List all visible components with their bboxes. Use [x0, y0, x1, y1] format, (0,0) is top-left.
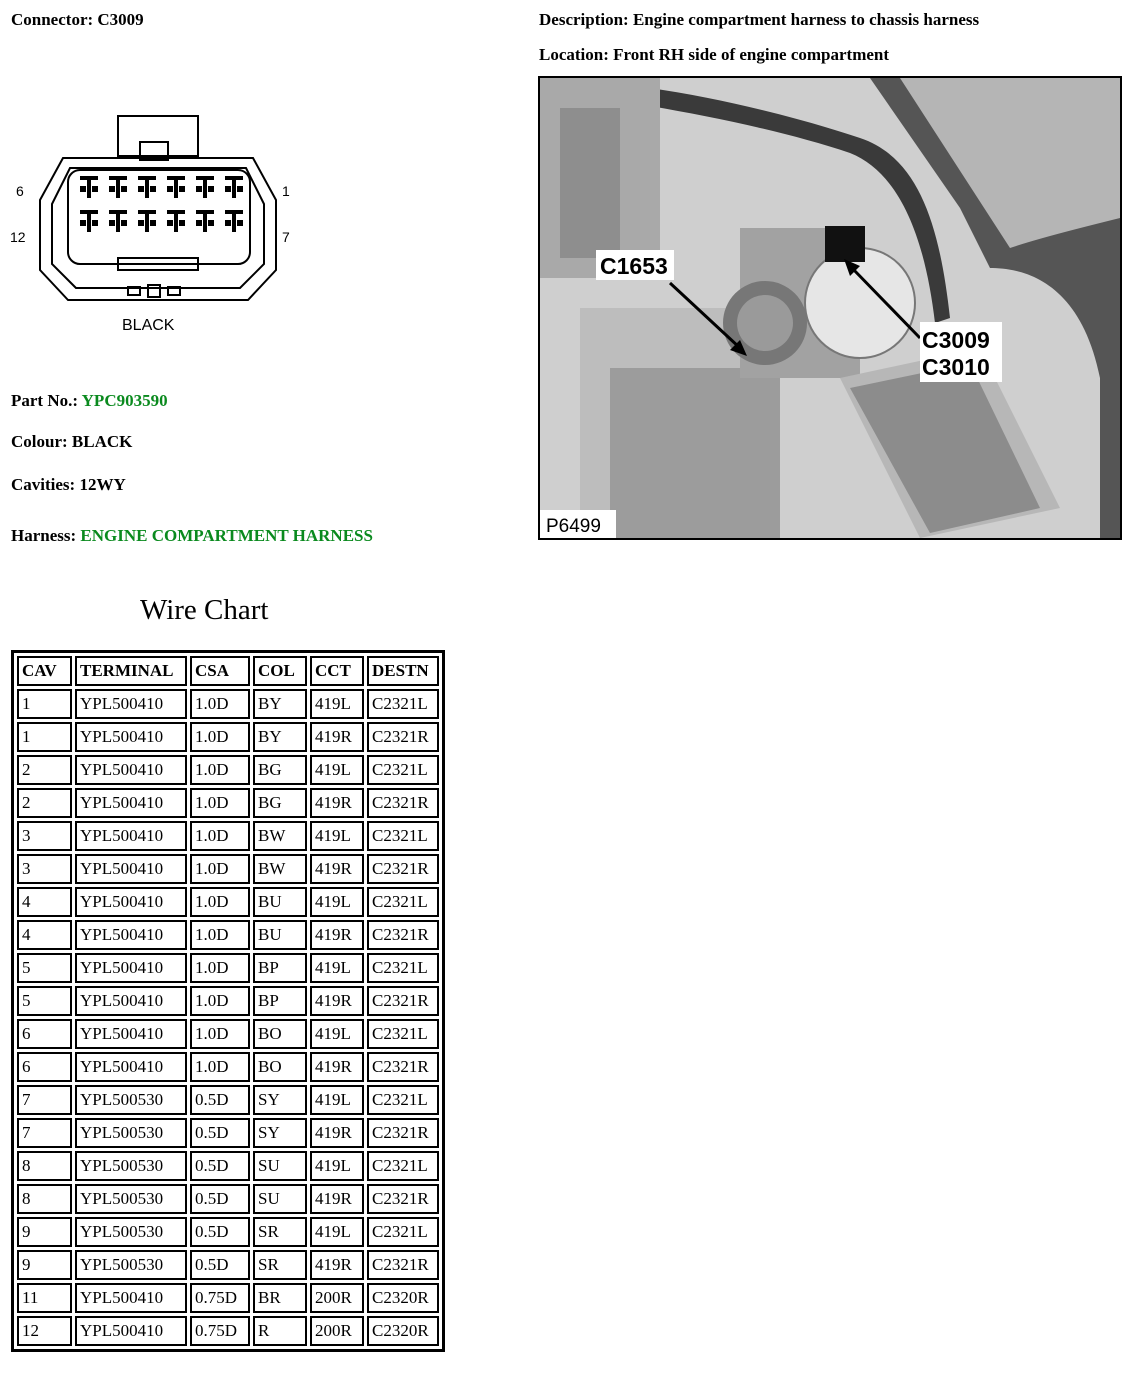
cell-col: BP: [253, 953, 307, 983]
wire-chart-header-row: [17, 656, 439, 686]
cell-terminal: YPL500410: [75, 920, 187, 950]
cell-col: SY: [253, 1085, 307, 1115]
cell-cav: 9: [17, 1250, 72, 1280]
cell-col: SU: [253, 1184, 307, 1214]
cell-csa: 0.75D: [190, 1283, 250, 1313]
connector-face-diagram: [8, 110, 308, 342]
cell-csa: 1.0D: [190, 755, 250, 785]
cell-col: SY: [253, 1118, 307, 1148]
cell-destn: C2321R: [367, 986, 439, 1016]
table-row: [17, 1250, 439, 1280]
cell-terminal: YPL500410: [75, 1316, 187, 1346]
cell-cct: 419R: [310, 986, 364, 1016]
table-row: [17, 1283, 439, 1313]
cell-col: BO: [253, 1052, 307, 1082]
cell-cav: 7: [17, 1118, 72, 1148]
cell-csa: 1.0D: [190, 1052, 250, 1082]
cell-col: BW: [253, 821, 307, 851]
cell-csa: 0.75D: [190, 1316, 250, 1346]
cell-csa: 0.5D: [190, 1184, 250, 1214]
cell-csa: 0.5D: [190, 1151, 250, 1181]
cell-cct: 419L: [310, 821, 364, 851]
cell-csa: 1.0D: [190, 689, 250, 719]
cell-cav: 6: [17, 1019, 72, 1049]
cavities-value: 12WY: [79, 475, 126, 494]
cell-cct: 419L: [310, 1019, 364, 1049]
table-row: [17, 1184, 439, 1214]
table-row: [17, 1019, 439, 1049]
cell-terminal: YPL500410: [75, 1019, 187, 1049]
cell-cav: 5: [17, 986, 72, 1016]
cell-destn: C2321L: [367, 1151, 439, 1181]
location-value: Front RH side of engine compartment: [613, 45, 890, 64]
cell-cct: 200R: [310, 1283, 364, 1313]
cell-destn: C2321L: [367, 1085, 439, 1115]
wire-chart-body: [17, 689, 439, 1346]
table-row: [17, 689, 439, 719]
colour-label: Colour:: [11, 432, 68, 451]
cell-destn: C2321R: [367, 1118, 439, 1148]
cell-csa: 0.5D: [190, 1250, 250, 1280]
cell-cct: 419L: [310, 1151, 364, 1181]
cell-terminal: YPL500530: [75, 1085, 187, 1115]
cell-destn: C2321R: [367, 854, 439, 884]
cell-csa: 0.5D: [190, 1217, 250, 1247]
cell-col: BO: [253, 1019, 307, 1049]
cell-col: BY: [253, 722, 307, 752]
cell-cav: 8: [17, 1184, 72, 1214]
column-header-destn: DESTN: [367, 656, 439, 686]
cell-destn: C2321L: [367, 1019, 439, 1049]
cell-cav: 7: [17, 1085, 72, 1115]
cell-terminal: YPL500410: [75, 953, 187, 983]
cell-col: BG: [253, 755, 307, 785]
cell-terminal: YPL500410: [75, 755, 187, 785]
cell-csa: 1.0D: [190, 722, 250, 752]
cell-cav: 11: [17, 1283, 72, 1313]
cell-destn: C2321R: [367, 1052, 439, 1082]
cell-terminal: YPL500530: [75, 1151, 187, 1181]
cell-cav: 3: [17, 854, 72, 884]
cell-cav: 6: [17, 1052, 72, 1082]
callout-c3009: C3009: [922, 327, 990, 353]
cell-col: BW: [253, 854, 307, 884]
cell-cav: 9: [17, 1217, 72, 1247]
cell-col: SR: [253, 1217, 307, 1247]
column-header-col: COL: [253, 656, 307, 686]
cell-cav: 1: [17, 722, 72, 752]
cell-col: BU: [253, 920, 307, 950]
pin-1-label: 1: [282, 183, 290, 199]
cell-cct: 419R: [310, 1250, 364, 1280]
wire-chart-table: [11, 650, 445, 1352]
cell-cav: 5: [17, 953, 72, 983]
column-header-terminal: TERMINAL: [75, 656, 187, 686]
cell-csa: 1.0D: [190, 887, 250, 917]
table-row: [17, 887, 439, 917]
colour-value: BLACK: [71, 432, 133, 451]
cell-csa: 1.0D: [190, 1019, 250, 1049]
cavities-line: [11, 475, 126, 495]
cell-terminal: YPL500410: [75, 854, 187, 884]
cell-csa: 1.0D: [190, 854, 250, 884]
cell-destn: C2321L: [367, 887, 439, 917]
table-row: [17, 1118, 439, 1148]
cell-cav: 3: [17, 821, 72, 851]
cell-cct: 419R: [310, 788, 364, 818]
photo-ref: P6499: [546, 516, 601, 537]
table-row: [17, 1052, 439, 1082]
cell-destn: C2321R: [367, 788, 439, 818]
cell-csa: 0.5D: [190, 1085, 250, 1115]
diagram-color-label: BLACK: [122, 317, 175, 334]
table-row: [17, 722, 439, 752]
cell-destn: C2321R: [367, 920, 439, 950]
cell-col: R: [253, 1316, 307, 1346]
table-row: [17, 854, 439, 884]
cell-destn: C2321R: [367, 1184, 439, 1214]
cell-cct: 419L: [310, 1217, 364, 1247]
part-no-label: Part No.:: [11, 391, 79, 410]
connector-line: [11, 10, 144, 30]
cell-destn: C2321R: [367, 1250, 439, 1280]
wire-chart-title: Wire Chart: [140, 594, 269, 626]
table-row: [17, 920, 439, 950]
cavities-label: Cavities:: [11, 475, 76, 494]
cell-cct: 419R: [310, 1118, 364, 1148]
cell-destn: C2321L: [367, 755, 439, 785]
cell-cct: 419L: [310, 1085, 364, 1115]
cell-col: BP: [253, 986, 307, 1016]
location-line: [539, 45, 889, 65]
cell-terminal: YPL500530: [75, 1184, 187, 1214]
cell-destn: C2321R: [367, 722, 439, 752]
cell-cct: 419R: [310, 722, 364, 752]
location-photo: [538, 76, 1122, 540]
description-line: [539, 10, 979, 30]
cell-destn: C2321L: [367, 1217, 439, 1247]
location-label: Location:: [539, 45, 609, 64]
cell-terminal: YPL500410: [75, 821, 187, 851]
cell-terminal: YPL500410: [75, 986, 187, 1016]
table-row: [17, 1085, 439, 1115]
table-row: [17, 953, 439, 983]
cell-cav: 12: [17, 1316, 72, 1346]
cell-cct: 419R: [310, 1052, 364, 1082]
cell-destn: C2321L: [367, 953, 439, 983]
cell-destn: C2320R: [367, 1316, 439, 1346]
cell-cct: 419R: [310, 854, 364, 884]
cell-cav: 2: [17, 788, 72, 818]
cell-terminal: YPL500530: [75, 1118, 187, 1148]
cell-cav: 1: [17, 689, 72, 719]
cell-csa: 1.0D: [190, 920, 250, 950]
cell-csa: 1.0D: [190, 821, 250, 851]
cell-col: SU: [253, 1151, 307, 1181]
cell-cav: 8: [17, 1151, 72, 1181]
harness-label: Harness:: [11, 526, 77, 545]
cell-csa: 1.0D: [190, 953, 250, 983]
cell-col: BG: [253, 788, 307, 818]
cell-cav: 2: [17, 755, 72, 785]
callout-c3010: C3010: [922, 354, 990, 380]
cell-csa: 1.0D: [190, 986, 250, 1016]
cell-terminal: YPL500410: [75, 1052, 187, 1082]
cell-cct: 419L: [310, 953, 364, 983]
column-header-cav: CAV: [17, 656, 72, 686]
pin-7-label: 7: [282, 229, 290, 245]
cell-cav: 4: [17, 887, 72, 917]
cell-terminal: YPL500410: [75, 689, 187, 719]
table-row: [17, 1217, 439, 1247]
column-header-csa: CSA: [190, 656, 250, 686]
cell-terminal: YPL500530: [75, 1217, 187, 1247]
cell-destn: C2321L: [367, 689, 439, 719]
cell-destn: C2320R: [367, 1283, 439, 1313]
table-row: [17, 1316, 439, 1346]
table-row: [17, 821, 439, 851]
cell-cct: 419R: [310, 1184, 364, 1214]
cell-cct: 419L: [310, 887, 364, 917]
cell-terminal: YPL500530: [75, 1250, 187, 1280]
cell-col: BY: [253, 689, 307, 719]
connector-label: Connector:: [11, 10, 94, 29]
colour-line: [11, 432, 132, 452]
cell-cct: 419R: [310, 920, 364, 950]
cell-cct: 200R: [310, 1316, 364, 1346]
cell-csa: 1.0D: [190, 788, 250, 818]
part-no-link[interactable]: YPC903590: [81, 391, 168, 410]
cell-col: SR: [253, 1250, 307, 1280]
description-label: Description:: [539, 10, 629, 29]
harness-link[interactable]: ENGINE COMPARTMENT HARNESS: [80, 526, 373, 545]
cell-terminal: YPL500410: [75, 1283, 187, 1313]
table-row: [17, 788, 439, 818]
harness-line: [11, 526, 373, 546]
callout-c1653: C1653: [600, 253, 668, 279]
pin-6-label: 6: [16, 183, 24, 199]
cell-col: BU: [253, 887, 307, 917]
part-no-line: [11, 391, 168, 411]
cell-cct: 419L: [310, 755, 364, 785]
cell-col: BR: [253, 1283, 307, 1313]
pin-12-label: 12: [10, 229, 26, 245]
cell-csa: 0.5D: [190, 1118, 250, 1148]
table-row: [17, 755, 439, 785]
connector-id: C3009: [97, 10, 144, 29]
description-value: Engine compartment harness to chassis harness: [632, 10, 980, 29]
table-row: [17, 1151, 439, 1181]
table-row: [17, 986, 439, 1016]
cell-destn: C2321L: [367, 821, 439, 851]
cell-cav: 4: [17, 920, 72, 950]
cell-terminal: YPL500410: [75, 722, 187, 752]
cell-cct: 419L: [310, 689, 364, 719]
cell-terminal: YPL500410: [75, 887, 187, 917]
column-header-cct: CCT: [310, 656, 364, 686]
cell-terminal: YPL500410: [75, 788, 187, 818]
